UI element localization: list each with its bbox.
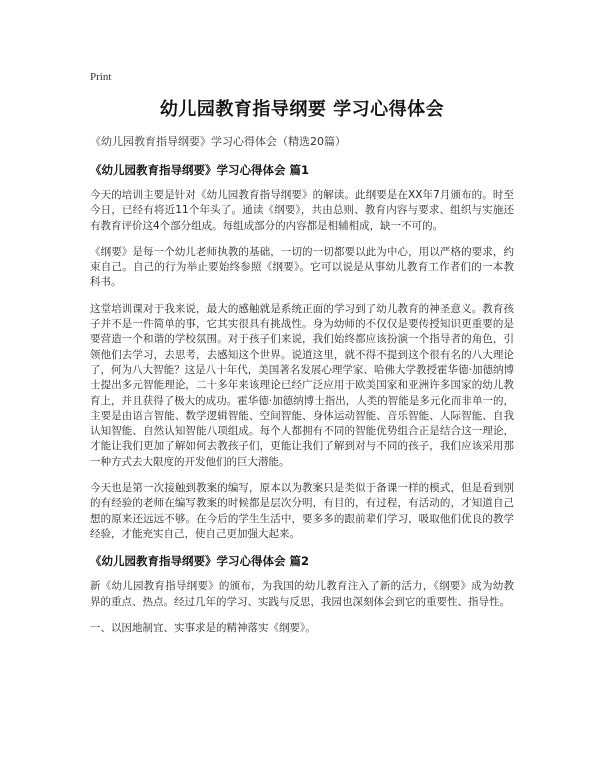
paragraph: 《纲要》是每一个幼儿老师执教的基础，一切的一切都要以此为中心，用以严格的要求，约束自己。自己的行为举止要始终参照《纲要》。它可以说是从事幼儿教育工作者们的一本教科书。 — [90, 245, 514, 289]
section-2 — [90, 553, 514, 636]
paragraph: 一、以因地制宜、实事求是的精神落实《纲要》。 — [90, 621, 316, 634]
section-heading: 《幼儿园教育指导纲要》学习心得体会 篇2 — [90, 554, 310, 569]
section-heading: 《幼儿园教育指导纲要》学习心得体会 篇1 — [90, 163, 310, 177]
paragraph: 这堂培训课对于我来说，最大的感触就是系统正面的学习到了幼儿教育的神圣意义。教育孩子并不是一件简单的事，它其实很具有挑战性。身为幼师的不仅仅是要传授知识更重要的是要营造一个和谐的学校氛围。对于孩子们来说，我们始终都应该扮演一个指导者的角色，引领他们去学习，去思考，去感知这个世界。说道这里，就不得不提到这个很有名的八大理论了，何为八大智能？这是八十年代，美国著名发展心理学家、哈佛大学教授霍华德·加德纳博士提出多元智能理论，二十多年来该理论已经广泛应用于欧美国家和亚洲许多国家的幼儿教育上，并且获得了极大的成功。霍华德·加德纳博士指出，人类的智能是多元化而非单一的，主要是由语言智能、数学逻辑智能、空间智能、身体运动智能、音乐智能、人际智能、自我认知智能、自然认知智能八项组成。每个人都拥有不同的智能优势组合正是结合这一理论，才能让我们更加了解如何去教孩子们，更能让我们了解到对与不同的孩子，我们应该采用那一种方式去大限度的开发他们的巨大潜能。 — [90, 302, 514, 468]
document-subtitle: 《幼儿园教育指导纲要》学习心得体会（精选20篇） — [90, 135, 346, 148]
print-label[interactable]: Print — [90, 71, 112, 83]
paragraph: 新《幼儿园教育指导纲要》的颁布，为我国的幼儿教育注入了新的活力，《纲要》成为幼教界的重点、热点。经过几年的学习、实践与反思，我园也深刻体会到它的重要性、指导性。 — [90, 580, 514, 608]
paragraph: 今天的培训主要是针对《幼儿园教育指导纲要》的解读。此纲要是在XX年7月颁布的。时至今日，已经有将近11个年头了。通读《纲要》，共由总则、教育内容与要求、组织与实施还有教育评价这4个部分组成。每组成部分的内容都是相辅相成，缺一不可的。 — [90, 189, 514, 232]
paragraph: 今天也是第一次接触到教案的编写，原本以为教案只是类似于备课一样的模式，但是看到别的有经验的老师在编写教案的时候都是层次分明，有目的，有过程，有活动的，才知道自己想的原来还远远不够。在今后的学生生活中，要多多的跟前辈们学习，吸取他们优良的教学经验，才能充实自己，使自己更加强大起来。 — [90, 482, 514, 540]
document-title: 幼儿园教育指导纲要 学习心得体会 — [159, 99, 445, 120]
section-1 — [90, 162, 514, 542]
